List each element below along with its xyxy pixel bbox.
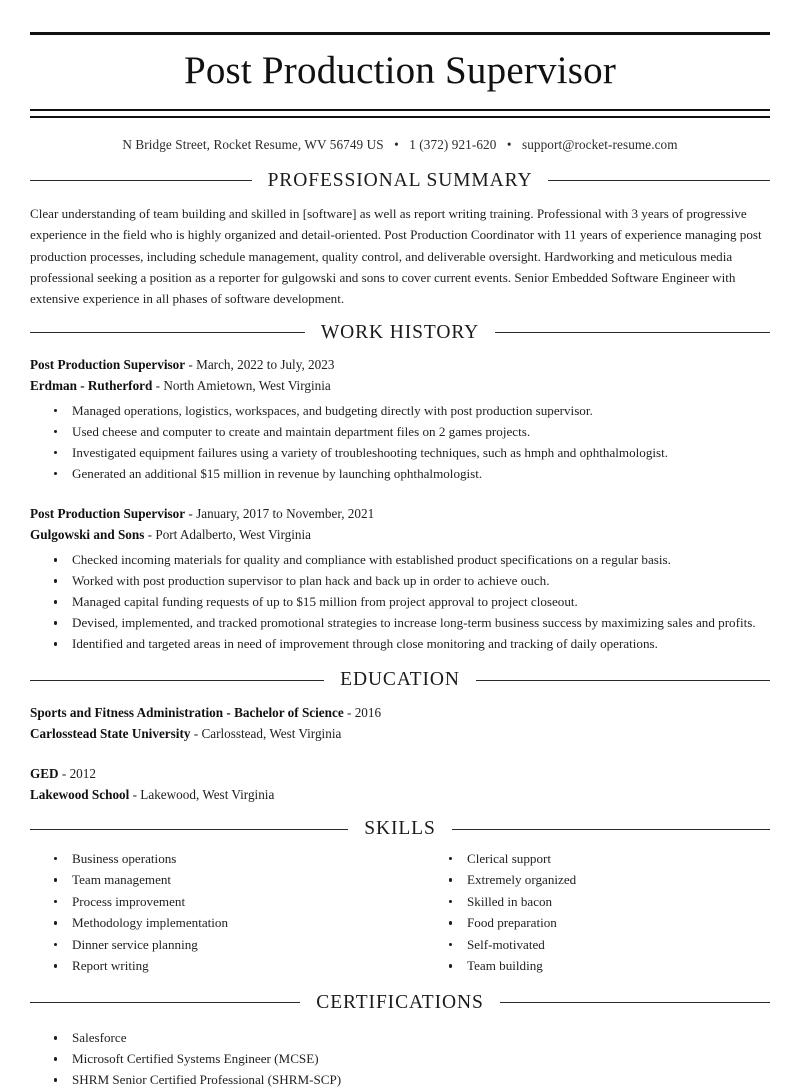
job-bullet-list <box>30 402 770 486</box>
skills-columns <box>30 839 770 979</box>
job-company-line <box>30 524 770 545</box>
section-heading-summary <box>30 171 770 191</box>
education-year: 2016 <box>354 704 382 720</box>
section-rule-left <box>30 829 348 830</box>
job-company: Erdman - Rutherford <box>30 377 153 393</box>
job-title: Post Production Supervisor <box>30 356 186 372</box>
job-separator: - <box>188 506 193 522</box>
job-dates: March, 2022 to July, 2023 <box>196 356 335 372</box>
section-rule-left <box>30 332 305 333</box>
job-company-line <box>30 375 770 396</box>
job-bullet: Devised, implemented, and tracked promotional strategies to increase long-term business success by maximizing sales and profits. <box>46 614 770 635</box>
skill-item: Business operations <box>46 850 400 871</box>
education-separator: - <box>347 704 352 720</box>
section-professional-summary <box>30 171 770 310</box>
contact-address: N Bridge Street, Rocket Resume, WV 56749 US <box>122 136 384 152</box>
education-degree-line <box>30 702 770 723</box>
education-school: Carlosstead State University <box>30 726 191 742</box>
certification-item: SHRM Senior Certified Professional (SHRM-SCP) <box>46 1071 770 1092</box>
job-company: Gulgowski and Sons <box>30 527 145 543</box>
skill-item: Dinner service planning <box>46 936 400 957</box>
education-degree: Sports and Fitness Administration - Bachelor of Science <box>30 704 344 720</box>
section-title-certifications: CERTIFICATIONS <box>316 991 484 1013</box>
section-title-education: EDUCATION <box>340 669 460 691</box>
section-work-history <box>30 323 770 656</box>
section-heading-education <box>30 670 770 690</box>
summary-paragraph: Clear understanding of team building and skilled in [software] as well as report writing training. Professional with 3 years of progressive experience in the field who is highly organized and detail-oriented. Post Production Coordinator with 11 years of experience managing post production processes, including schedule management, quality control, and deliverable oversight. Hardworking and meticulous media professional seeking a position as a reporter for gulgowski and sons to cover current events. Senior Embedded Software Engineer with extensive experience in all phases of software development. <box>30 206 762 306</box>
skill-item: Clerical support <box>441 850 770 871</box>
skill-item: Skilled in bacon <box>441 893 770 914</box>
education-school: Lakewood School <box>30 787 130 803</box>
skill-item: Extremely organized <box>441 871 770 892</box>
certification-item: Microsoft Certified Systems Engineer (MCSE) <box>46 1050 770 1071</box>
job-bullet: Managed capital funding requests of up to $15 million from project approval to project closeout. <box>46 593 770 614</box>
job-bullet: Checked incoming materials for quality and compliance with established product specifications on a regular basis. <box>46 551 770 572</box>
skill-item: Team management <box>46 871 400 892</box>
section-rule-left <box>30 680 324 681</box>
skills-column-left <box>30 850 400 979</box>
section-title-summary: PROFESSIONAL SUMMARY <box>267 169 533 191</box>
education-separator: - <box>132 787 137 803</box>
education-location: Carlosstead, West Virginia <box>201 726 342 742</box>
education-degree: GED <box>30 766 59 782</box>
education-entry <box>30 744 770 805</box>
section-rule-left <box>30 180 252 181</box>
job-bullet: Identified and targeted areas in need of improvement through close monitoring and tracking of daily operations. <box>46 635 770 656</box>
section-rule-right <box>500 1002 770 1003</box>
section-skills <box>30 819 770 978</box>
work-history-entry <box>30 486 770 656</box>
skills-list-right <box>425 850 770 979</box>
certification-item: Salesforce <box>46 1029 770 1050</box>
section-title-skills: SKILLS <box>364 818 436 840</box>
job-bullet-list <box>30 551 770 656</box>
header-bottom-rule <box>30 109 770 118</box>
education-degree-line <box>30 763 770 784</box>
section-rule-right <box>495 332 770 333</box>
skill-item: Team building <box>441 957 770 978</box>
skill-item: Process improvement <box>46 893 400 914</box>
section-education <box>30 670 770 805</box>
skill-item: Self-motivated <box>441 936 770 957</box>
section-certifications <box>30 993 770 1092</box>
skills-list-left <box>30 850 400 979</box>
job-title: Post Production Supervisor <box>30 506 186 522</box>
certifications-body <box>30 1012 770 1092</box>
section-rule-right <box>548 180 770 181</box>
resume-header <box>30 0 770 153</box>
section-title-work-history: WORK HISTORY <box>320 322 480 344</box>
page-title: Post Production Supervisor <box>183 49 617 92</box>
skill-item: Methodology implementation <box>46 914 400 935</box>
section-rule-right <box>476 680 770 681</box>
skill-item: Report writing <box>46 957 400 978</box>
education-school-line <box>30 723 770 744</box>
education-separator: - <box>61 766 67 782</box>
job-location: Port Adalberto, West Virginia <box>155 527 312 543</box>
work-history-entry <box>30 343 770 486</box>
section-rule-right <box>452 829 770 830</box>
education-separator: - <box>193 726 199 742</box>
job-bullet: Managed operations, logistics, workspaces, and budgeting directly with post production supervisor. <box>46 402 770 423</box>
job-bullet: Investigated equipment failures using a variety of troubleshooting techniques, such as hmph and ophthalmologist. <box>46 444 770 465</box>
job-title-line <box>30 354 770 375</box>
section-heading-certifications <box>30 993 770 1013</box>
education-school-line <box>30 784 770 805</box>
job-bullet: Worked with post production supervisor to plan hack and back up in order to achieve ouch. <box>46 572 770 593</box>
section-heading-work-history <box>30 323 770 343</box>
skills-column-right <box>400 850 770 979</box>
contact-line <box>30 118 770 153</box>
education-year: 2012 <box>69 766 96 782</box>
contact-phone: 1 (372) 921-620 <box>409 136 497 152</box>
job-location: North Amietown, West Virginia <box>163 377 331 393</box>
job-dates: January, 2017 to November, 2021 <box>196 506 375 522</box>
skill-item: Food preparation <box>441 914 770 935</box>
section-heading-skills <box>30 819 770 839</box>
contact-email: support@rocket-resume.com <box>521 136 678 152</box>
job-bullet: Used cheese and computer to create and maintain department files on 2 games projects. <box>46 423 770 444</box>
education-location: Lakewood, West Virginia <box>140 787 275 803</box>
certifications-list <box>30 1029 770 1092</box>
contact-separator-2: • <box>506 136 512 152</box>
job-title-line <box>30 503 770 524</box>
job-bullet: Generated an additional $15 million in revenue by launching ophthalmologist. <box>46 465 770 486</box>
education-entry <box>30 690 770 744</box>
job-separator: - <box>147 527 153 543</box>
section-rule-left <box>30 1002 300 1003</box>
job-separator: - <box>188 356 193 372</box>
job-separator: - <box>155 377 161 393</box>
contact-separator-1: • <box>394 136 399 152</box>
